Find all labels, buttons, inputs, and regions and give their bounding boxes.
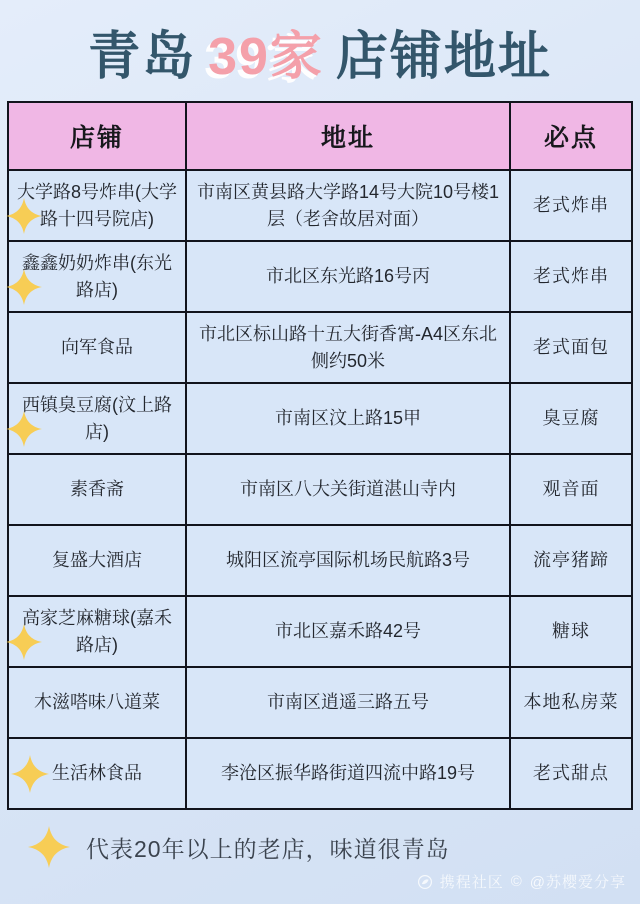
watermark-author: @苏樱爱分享 (529, 874, 626, 891)
must-order-cell (510, 738, 632, 809)
store-name: 鑫鑫奶奶炸串(东光路店) (22, 252, 172, 300)
must-order-text: 老式面包 (533, 337, 609, 357)
must-order-cell (510, 596, 632, 667)
title-highlight-count: 39家 (208, 28, 324, 86)
shops-table (7, 101, 633, 810)
must-order-text: 老式炸串 (533, 195, 609, 215)
store-name: 西镇臭豆腐(汶上路店) (22, 394, 172, 442)
page-title (0, 0, 640, 89)
address-text: 市北区标山路十五大街香寓-A4区东北侧约50米 (198, 323, 497, 371)
store-name: 生活林食品 (52, 763, 142, 783)
table-row (8, 525, 632, 596)
address-cell (186, 383, 510, 454)
title-rest: 店铺地址 (335, 28, 552, 86)
must-order-cell (510, 525, 632, 596)
legacy-star-icon (6, 269, 42, 305)
store-name: 向军食品 (61, 337, 133, 357)
table-row (8, 667, 632, 738)
store-cell (8, 383, 186, 454)
address-text: 市南区黄县路大学路14号大院10号楼1层（老舍故居对面） (196, 181, 500, 229)
legacy-star-icon (11, 755, 49, 793)
store-cell (8, 667, 186, 738)
table-row (8, 241, 632, 312)
table-row (8, 383, 632, 454)
store-cell (8, 738, 186, 809)
address-cell (186, 525, 510, 596)
address-text: 市南区逍遥三路五号 (267, 692, 429, 712)
must-order-text: 本地私房菜 (523, 692, 619, 712)
must-order-text: 流亭猪蹄 (533, 550, 609, 570)
four-point-sparkle-icon (28, 826, 70, 868)
store-cell (8, 312, 186, 383)
table-row (8, 312, 632, 383)
copyright-icon: © (510, 873, 523, 890)
must-order-cell (510, 312, 632, 383)
must-order-text: 糖球 (552, 621, 590, 641)
must-order-text: 老式炸串 (533, 266, 609, 286)
must-order-cell (510, 454, 632, 525)
header-must-order: 必点 (510, 102, 632, 170)
store-cell (8, 525, 186, 596)
must-order-cell (510, 170, 632, 241)
store-cell (8, 170, 186, 241)
address-cell (186, 738, 510, 809)
header-address: 地址 (186, 102, 510, 170)
legacy-star-icon (6, 198, 42, 234)
table-row (8, 454, 632, 525)
address-cell (186, 312, 510, 383)
ctrip-logo-icon (417, 874, 433, 890)
store-name: 木滋嗒味八道菜 (34, 692, 160, 712)
table-row (8, 738, 632, 809)
address-text: 城阳区流亭国际机场民航路3号 (225, 550, 470, 570)
header-store: 店铺 (8, 102, 186, 170)
store-name: 高家芝麻糖球(嘉禾路店) (22, 607, 172, 655)
table-row (8, 170, 632, 241)
address-cell (186, 454, 510, 525)
address-cell (186, 667, 510, 738)
address-text: 市南区汶上路15甲 (274, 408, 422, 428)
must-order-cell (510, 383, 632, 454)
legacy-star-icon (6, 411, 42, 447)
address-text: 市北区嘉禾路42号 (274, 621, 422, 641)
table-row (8, 596, 632, 667)
address-text: 市南区八大关街道湛山寺内 (240, 479, 456, 499)
address-cell (186, 241, 510, 312)
address-cell (186, 596, 510, 667)
table-body (8, 170, 632, 809)
store-cell (8, 454, 186, 525)
address-text: 市北区东光路16号丙 (265, 266, 431, 286)
must-order-text: 观音面 (542, 479, 600, 499)
address-cell (186, 170, 510, 241)
store-name: 复盛大酒店 (52, 550, 142, 570)
store-name: 素香斋 (70, 479, 124, 499)
title-city: 青岛 (88, 28, 197, 86)
store-cell (8, 596, 186, 667)
watermark (417, 871, 626, 892)
legend-text: 代表20年以上的老店，味道很青岛 (86, 835, 450, 862)
store-cell (8, 241, 186, 312)
legend (28, 826, 640, 868)
store-name: 大学路8号炸串(大学路十四号院店) (17, 181, 178, 229)
must-order-cell (510, 667, 632, 738)
must-order-cell (510, 241, 632, 312)
table-header-row (8, 102, 632, 170)
must-order-text: 老式甜点 (533, 763, 609, 783)
address-text: 李沧区振华路街道四流中路19号 (220, 763, 476, 783)
legacy-star-icon (6, 624, 42, 660)
must-order-text: 臭豆腐 (542, 408, 600, 428)
watermark-community: 携程社区 (439, 874, 504, 891)
